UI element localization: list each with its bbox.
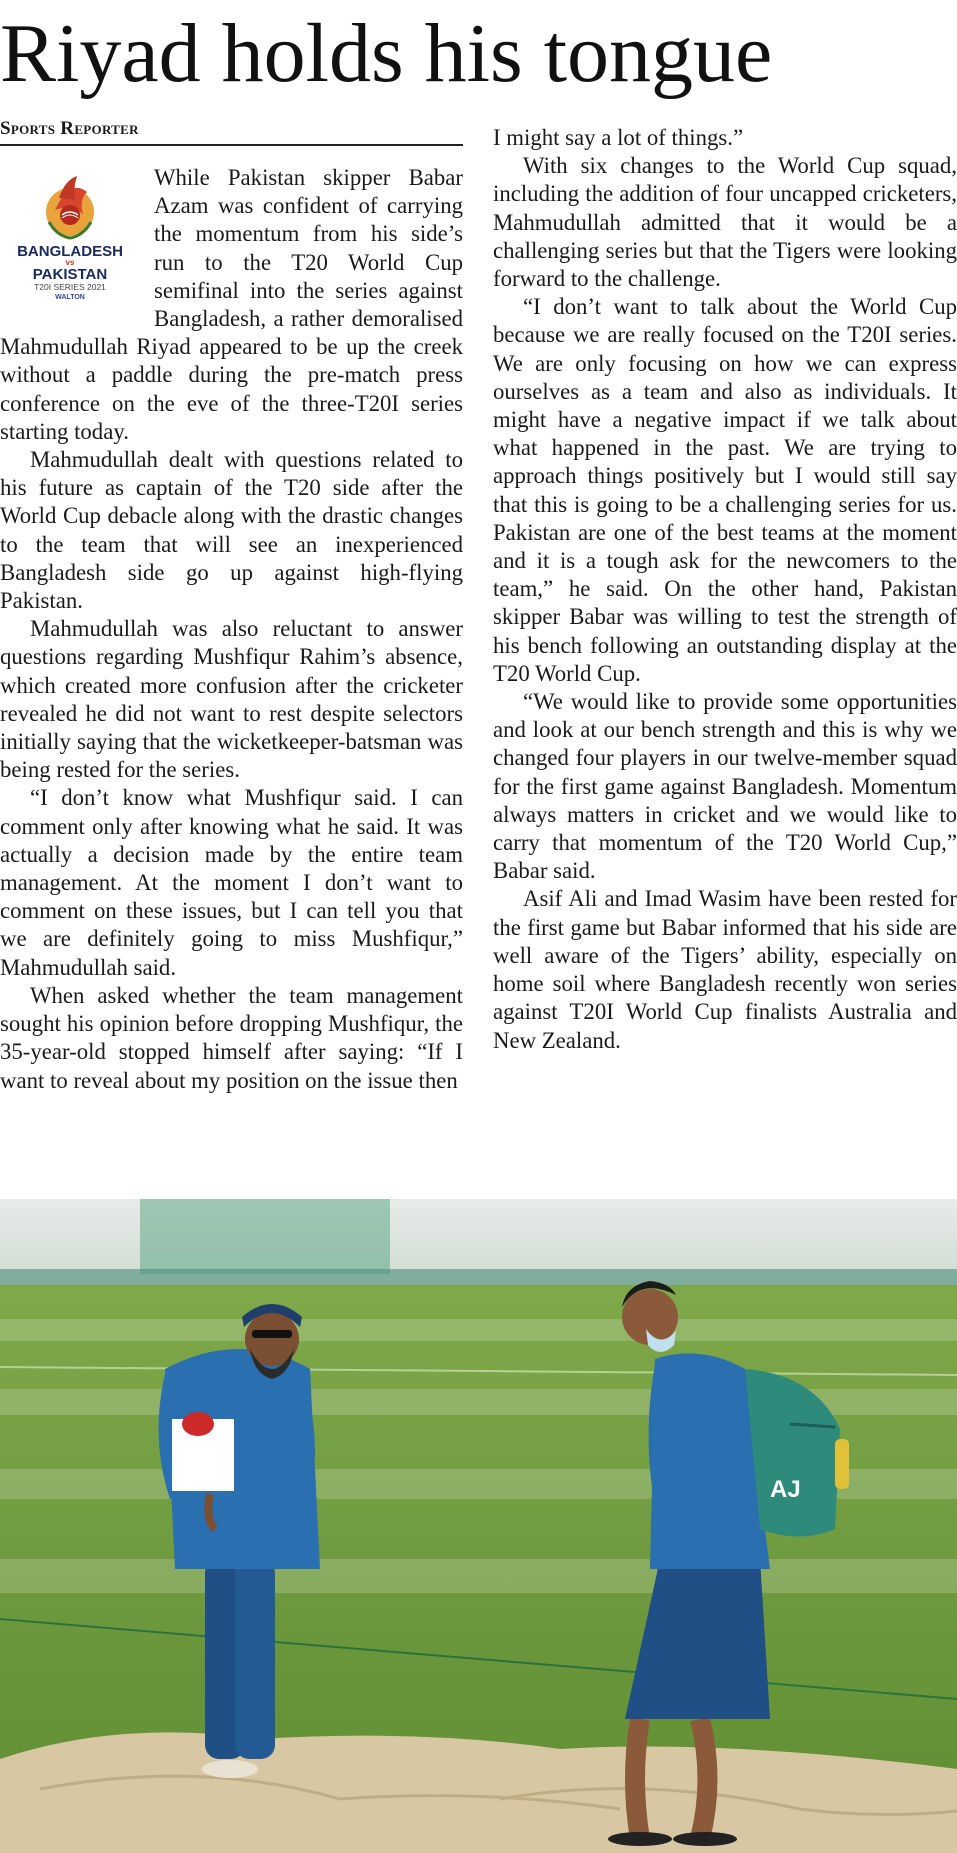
paragraph: “We would like to provide some opportunities and look at our bench strength and this is why we changed four players in our twelve-member squad for the first game against Bangladesh. Momentum always matters in cricket and we would like to carry that momentum of the T20 World Cup,” Babar said. (493, 689, 957, 884)
byline: Sports Reporter (0, 118, 463, 146)
paragraph: I might say a lot of things.” (493, 125, 744, 150)
paragraph: While Pakistan skipper Babar Azam was confident of carrying the momentum from his side’s run to the T20 World Cup semifinal into the series against Bangladesh, a rather demoralised Mahmudullah Riyad appeared to be up the creek without a paddle during the pre-match press conference on the eve of the three-T20I series starting today. (0, 165, 463, 444)
logo-team-two: PAKISTAN (32, 266, 108, 283)
headline: Riyad holds his tongue (0, 7, 773, 100)
logo-sponsor: WALTON (55, 293, 85, 301)
paragraph: “I don’t want to talk about the World Cup because we are really focused on the T20I series. We are only focusing on how we can express ourselves as a team and also as individuals. It might have a negative impact if we talk about what happened in the past. We are trying to approach things positively but I would still say that this is going to be a challenging series for us. Pakistan are one of the best teams at the moment and it is a tough ask for the newcomers to the team,” he said. On the other hand, Pakistan skipper Babar was willing to test the strength of his bench following an outstanding display at the T20 World Cup. (493, 294, 957, 686)
paragraph: Asif Ali and Imad Wasim have been rested for the first game but Babar informed that his side are well aware of the Tigers’ ability, especially on home soil where Bangladesh recently won series against T20I World Cup finalists Australia and New Zealand. (493, 886, 957, 1053)
paragraph: “I don’t know what Mushfiqur said. I can comment only after knowing what he said. It was actually a decision made by the entire team management. At the moment I don’t want to comment on these issues, but I can tell you that we are definitely going to miss Mushfiqur,” Mahmudullah said. (0, 785, 463, 980)
logo-team-one: BANGLADESH (17, 243, 123, 260)
article-column-right (493, 124, 957, 1174)
bag-initials: AJ (770, 1476, 801, 1503)
paragraph: Mahmudullah was also reluctant to answer questions regarding Mushfiqur Rahim’s absence, which created more confusion after the cricketer revealed he did not want to rest despite selectors initially saying that the wicketkeeper-batsman was being rested for the series. (0, 616, 463, 783)
series-logo (0, 170, 140, 328)
series-emblem-icon (35, 170, 105, 242)
logo-versus: vs (65, 258, 75, 267)
paragraph: Mahmudullah dealt with questions related to his future as captain of the T20 side after the World Cup debacle along with the drastic changes to the team that will see an inexperienced Bangladesh side go up against high-flying Pakistan. (0, 447, 463, 614)
logo-series-name: T20I SERIES 2021 (34, 282, 106, 292)
paragraph: With six changes to the World Cup squad, including the addition of four uncapped cricketers, Mahmudullah admitted that it would be a challenging series but that the Tigers were looking forward to the challenge. (493, 153, 957, 292)
article-photo (0, 1199, 957, 1853)
paragraph: When asked whether the team management sought his opinion before dropping Mushfiqur, the 35-year-old stopped himself after saying: “If I want to reveal about my position on the issue then (0, 982, 463, 1093)
article-column-left (0, 164, 463, 1174)
